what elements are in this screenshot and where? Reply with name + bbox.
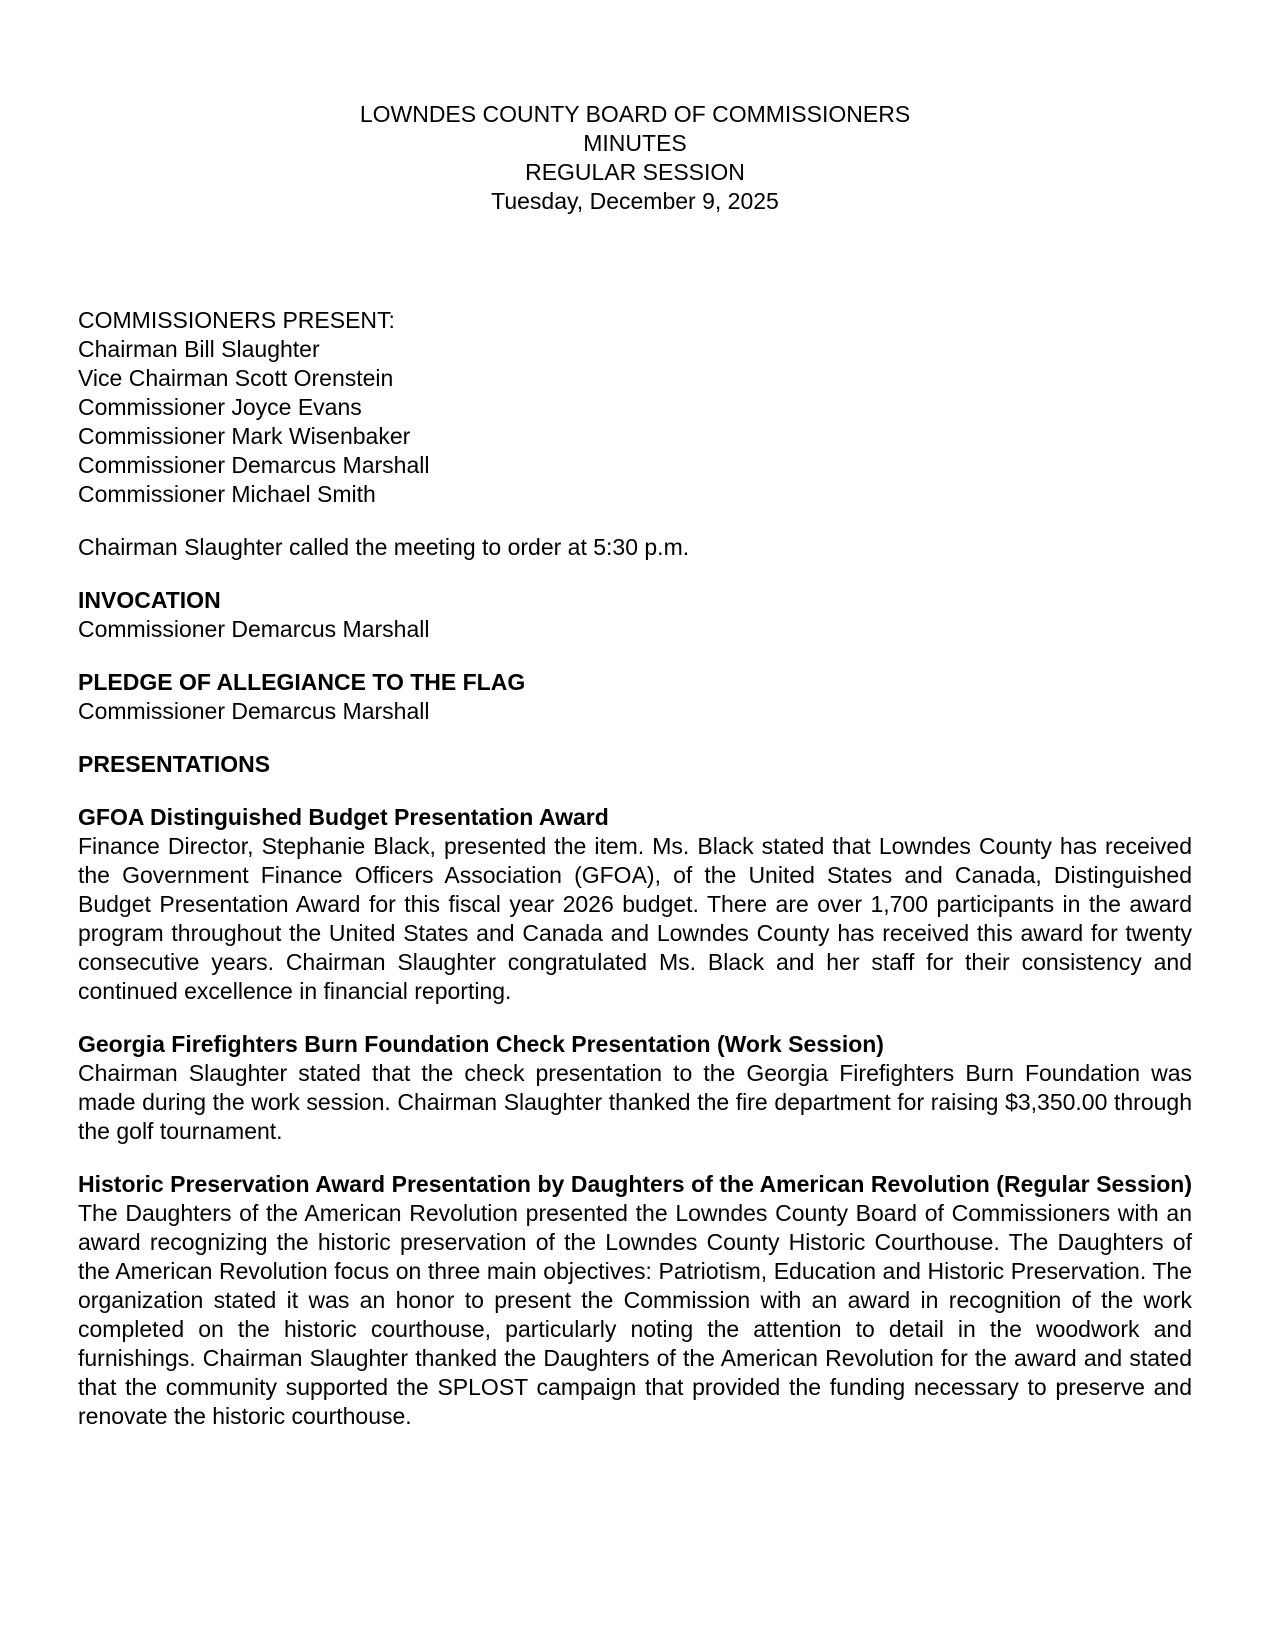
presentation-title: GFOA Distinguished Budget Presentation Award	[78, 804, 609, 830]
call-to-order: Chairman Slaughter called the meeting to order at 5:30 p.m.	[78, 534, 690, 560]
header-date: Tuesday, December 9, 2025	[491, 188, 779, 214]
member-name: Chairman Bill Slaughter	[78, 336, 320, 362]
presentation-item-burn-foundation-check	[78, 1030, 1192, 1146]
member-name: Commissioner Demarcus Marshall	[78, 452, 430, 478]
presentation-title: Georgia Firefighters Burn Foundation Check Presentation (Work Session)	[78, 1031, 884, 1057]
commissioners-present-label: COMMISSIONERS PRESENT:	[78, 307, 395, 333]
header-doc-type: MINUTES	[583, 130, 687, 156]
invocation-section	[78, 586, 1192, 644]
presentation-item-historic-preservation-award	[78, 1170, 1192, 1431]
pledge-heading: PLEDGE OF ALLEGIANCE TO THE FLAG	[78, 669, 526, 695]
member-name: Commissioner Mark Wisenbaker	[78, 423, 411, 449]
member-name: Commissioner Joyce Evans	[78, 394, 362, 420]
header-org-title: LOWNDES COUNTY BOARD OF COMMISSIONERS	[359, 101, 911, 127]
invocation-presenter: Commissioner Demarcus Marshall	[78, 616, 430, 642]
presentations-heading: PRESENTATIONS	[78, 751, 271, 777]
presentation-body: Finance Director, Stephanie Black, presented the item. Ms. Black stated that Lowndes County has received the Government Finance Officers Association (GFOA), of the United States and Canada, Distinguished Budget Presentation Award for this fiscal year 2026 budget. There are over 1,700 participants in the award program throughout the United States and Canada and Lowndes County has received this award for twenty consecutive years. Chairman Slaughter congratulated Ms. Black and her staff for their consistency and continued excellence in financial reporting.	[78, 833, 1192, 1004]
member-name: Commissioner Michael Smith	[78, 481, 376, 507]
presentation-body	[78, 1170, 1192, 1431]
commissioners-present-section	[78, 306, 1192, 509]
pledge-section	[78, 668, 1192, 726]
header-session-type: REGULAR SESSION	[525, 159, 745, 185]
member-name: Vice Chairman Scott Orenstein	[78, 365, 394, 391]
presentation-body-text: The Daughters of the American Revolution presented the Lowndes County Board of Commissioners with an award recognizing the historic preservation of the Lowndes County Historic Courthouse. The Daughters of the American Revolution focus on three main objectives: Patriotism, Education and Historic Preservation. The organization stated it was an honor to present the Commission with an award in recognition of the work completed on the historic courthouse, particularly noting the attention to detail in the woodwork and furnishings. Chairman Slaughter thanked the Daughters of the American Revolution for the award and stated that the community supported the SPLOST campaign that provided the funding necessary to preserve and renovate the historic courthouse.	[78, 1200, 1192, 1429]
pledge-presenter: Commissioner Demarcus Marshall	[78, 698, 430, 724]
presentation-title: Historic Preservation Award Presentation by Daughters of the American Revolution (Regular Session)	[78, 1171, 1192, 1197]
document-header	[78, 100, 1192, 216]
invocation-heading: INVOCATION	[78, 587, 221, 613]
presentation-item-gfoa-award	[78, 803, 1192, 1006]
presentation-body: Chairman Slaughter stated that the check presentation to the Georgia Firefighters Burn Foundation was made during the work session. Chairman Slaughter thanked the fire department for raising $3,350.00 through the golf tournament.	[78, 1060, 1192, 1144]
